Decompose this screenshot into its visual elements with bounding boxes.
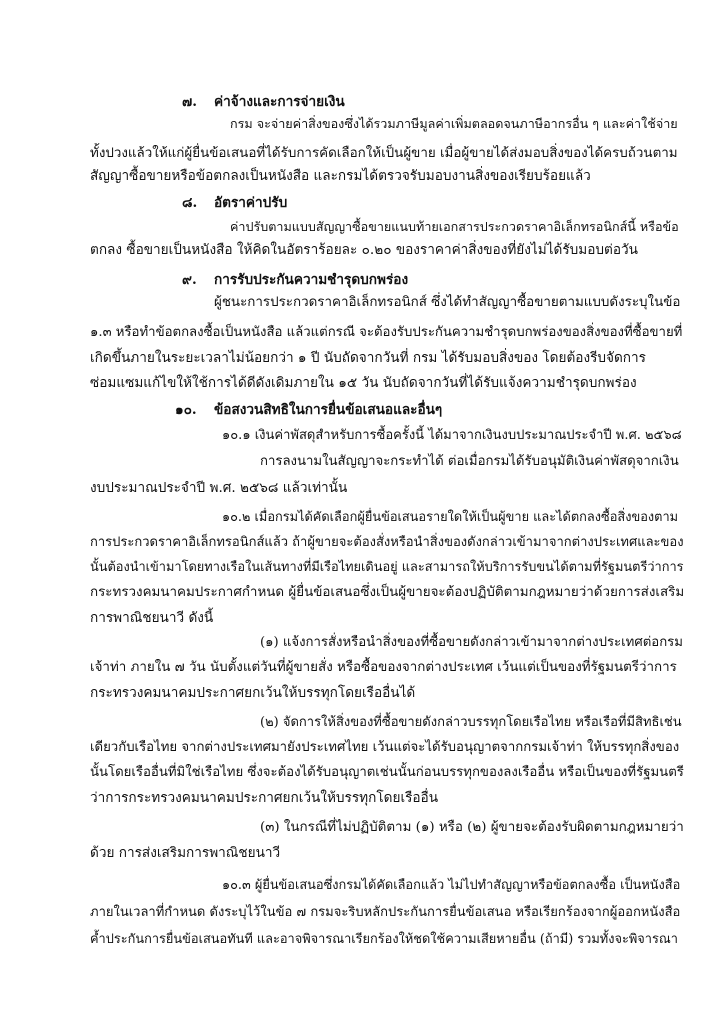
- section-9-line: ผู้ชนะการประกวดราคาอิเล็กทรอนิกส์ ซึ่งได้ทำสัญญาซื้อขายตามแบบดังระบุในข้อ: [214, 295, 681, 310]
- item-2-line: นั้นโดยเรืออื่นที่มิใช่เรือไทย ซึ่งจะต้องได้รับอนุญาตเช่นนั้นก่อนบรรทุกของลงเรืออื่น หรือเป็นของที่รัฐมนตรี: [90, 765, 684, 780]
- section-9-line: ซ่อมแซมแก้ไขให้ใช้การได้ดีดังเดิมภายใน ๑๕ วัน นับถัดจากวันที่ได้รับแจ้งความชำรุดบกพร่อง: [90, 375, 637, 391]
- section-10-3-line: ค้ำประกันการยื่นข้อเสนอทันที และอาจพิจารณาเรียกร้องให้ชดใช้ความเสียหายอื่น (ถ้ามี) รวมทั้งจะพิจารณา: [90, 932, 678, 947]
- item-2-line: (๒) จัดการให้สิ่งของที่ซื้อขายดังกล่าวบรรทุกโดยเรือไทย หรือเรือที่มีสิทธิเช่น: [260, 715, 682, 730]
- section-9-line: เกิดขึ้นภายในระยะเวลาไม่น้อยกว่า ๑ ปี นับถัดจากวันที่ กรม ได้รับมอบสิ่งของ โดยต้องรีบจัดการ: [90, 350, 646, 366]
- item-1-line: เจ้าท่า ภายใน ๗ วัน นับตั้งแต่วันที่ผู้ขายสั่ง หรือซื้อของจากต่างประเทศ เว้นแต่เป็นของที่รัฐมนตรีว่าการ: [90, 660, 677, 675]
- item-1-line: (๑) แจ้งการสั่งหรือนำสิ่งของที่ซื้อขายดังกล่าวเข้ามาจากต่างประเทศต่อกรม: [260, 635, 683, 650]
- section-7-line: กรม จะจ่ายค่าสิ่งของซึ่งได้รวมภาษีมูลค่าเพิ่มตลอดจนภาษีอากรอื่น ๆ และค่าใช้จ่าย: [230, 116, 678, 131]
- item-3-line: ด้วย การส่งเสริมการพาณิชยนาวี: [90, 845, 281, 861]
- section-7-number: ๗.: [182, 94, 197, 110]
- section-8-line: ค่าปรับตามแบบสัญญาซื้อขายแนบท้ายเอกสารประกวดราคาอิเล็กทรอนิกส์นี้ หรือข้อ: [230, 219, 679, 234]
- section-7-line: สัญญาซื้อขายหรือข้อตกลงเป็นหนังสือ และกรมได้ตรวจรับมอบงานสิ่งของเรียบร้อยแล้ว: [90, 168, 591, 184]
- section-10-number: ๑๐.: [175, 402, 197, 418]
- item-2-line: ว่าการกระทรวงคมนาคมประกาศยกเว้นให้บรรทุกโดยเรืออื่น: [90, 790, 439, 806]
- section-9-line: ๑.๓ หรือทำข้อตกลงซื้อเป็นหนังสือ แล้วแต่กรณี จะต้องรับประกันความชำรุดบกพร่องของสิ่งของที่ซื้อขายที่: [90, 325, 683, 340]
- section-10-2-line: การประกวดราคาอิเล็กทรอนิกส์แล้ว ถ้าผู้ขายจะต้องสั่งหรือนำสิ่งของดังกล่าวเข้ามาจากต่างประเทศและของ: [90, 535, 684, 550]
- section-7-title: ค่าจ้างและการจ่ายเงิน: [214, 94, 345, 110]
- item-2-line: เดียวกับเรือไทย จากต่างประเทศมายังประเทศไทย เว้นแต่จะได้รับอนุญาตจากกรมเจ้าท่า ให้บรรทุกสิ่งของ: [90, 740, 680, 755]
- section-10-3-line: ๑๐.๓ ผู้ยื่นข้อเสนอซึ่งกรมได้คัดเลือกแล้ว ไม่ไปทำสัญญาหรือข้อตกลงซื้อ เป็นหนังสือ: [222, 878, 681, 893]
- section-10-2-line: การพาณิชยนาวี ดังนี้: [90, 610, 214, 626]
- section-8-number: ๘.: [182, 195, 198, 211]
- section-10-2-line: นั้นต้องนำเข้ามาโดยทางเรือในเส้นทางที่มีเรือไทยเดินอยู่ และสามารถให้บริการรับขนได้ตามที่รัฐมนตรีว่าการ: [90, 560, 684, 575]
- section-7-line: ทั้งปวงแล้วให้แก่ผู้ยื่นข้อเสนอที่ได้รับการคัดเลือกให้เป็นผู้ขาย เมื่อผู้ขายได้ส่งมอบสิ่งของได้ครบถ้วนตาม: [90, 146, 678, 161]
- section-10-1-line: งบประมาณประจำปี พ.ศ. ๒๕๖๘ แล้วเท่านั้น: [90, 480, 348, 496]
- section-8-line: ตกลง ซื้อขายเป็นหนังสือ ให้คิดในอัตราร้อยละ ๐.๒๐ ของราคาค่าสิ่งของที่ยังไม่ได้รับมอบต่อวัน: [90, 242, 638, 258]
- section-10-1-line: ๑๐.๑ เงินค่าพัสดุสำหรับการซื้อครั้งนี้ ได้มาจากเงินงบประมาณประจำปี พ.ศ. ๒๕๖๘: [222, 428, 682, 443]
- section-10-3-line: ภายในเวลาที่กำหนด ดังระบุไว้ในข้อ ๗ กรมจะริบหลักประกันการยื่นข้อเสนอ หรือเรียกร้องจากผู้ออกหนังสือ: [90, 905, 681, 920]
- section-9-title: การรับประกันความชำรุดบกพร่อง: [214, 272, 409, 288]
- section-10-title: ข้อสงวนสิทธิในการยื่นข้อเสนอและอื่นๆ: [214, 402, 443, 418]
- section-9-number: ๙.: [182, 272, 197, 288]
- item-3-line: (๓) ในกรณีที่ไม่ปฏิบัติตาม (๑) หรือ (๒) ผู้ขายจะต้องรับผิดตามกฎหมายว่า: [260, 820, 684, 835]
- item-1-line: กระทรวงคมนาคมประกาศยกเว้นให้บรรทุกโดยเรืออื่นได้: [90, 685, 416, 701]
- section-10-2-line: กระทรวงคมนาคมประกาศกำหนด ผู้ยื่นข้อเสนอซึ่งเป็นผู้ขายจะต้องปฏิบัติตามกฎหมายว่าด้วยการส่งเสริม: [90, 585, 685, 600]
- section-8-title: อัตราค่าปรับ: [214, 195, 288, 211]
- section-10-1-line: การลงนามในสัญญาจะกระทำได้ ต่อเมื่อกรมได้รับอนุมัติเงินค่าพัสดุจากเงิน: [260, 454, 679, 469]
- section-10-2-line: ๑๐.๒ เมื่อกรมได้คัดเลือกผู้ยื่นข้อเสนอรายใดให้เป็นผู้ขาย และได้ตกลงซื้อสิ่งของตาม: [222, 510, 679, 525]
